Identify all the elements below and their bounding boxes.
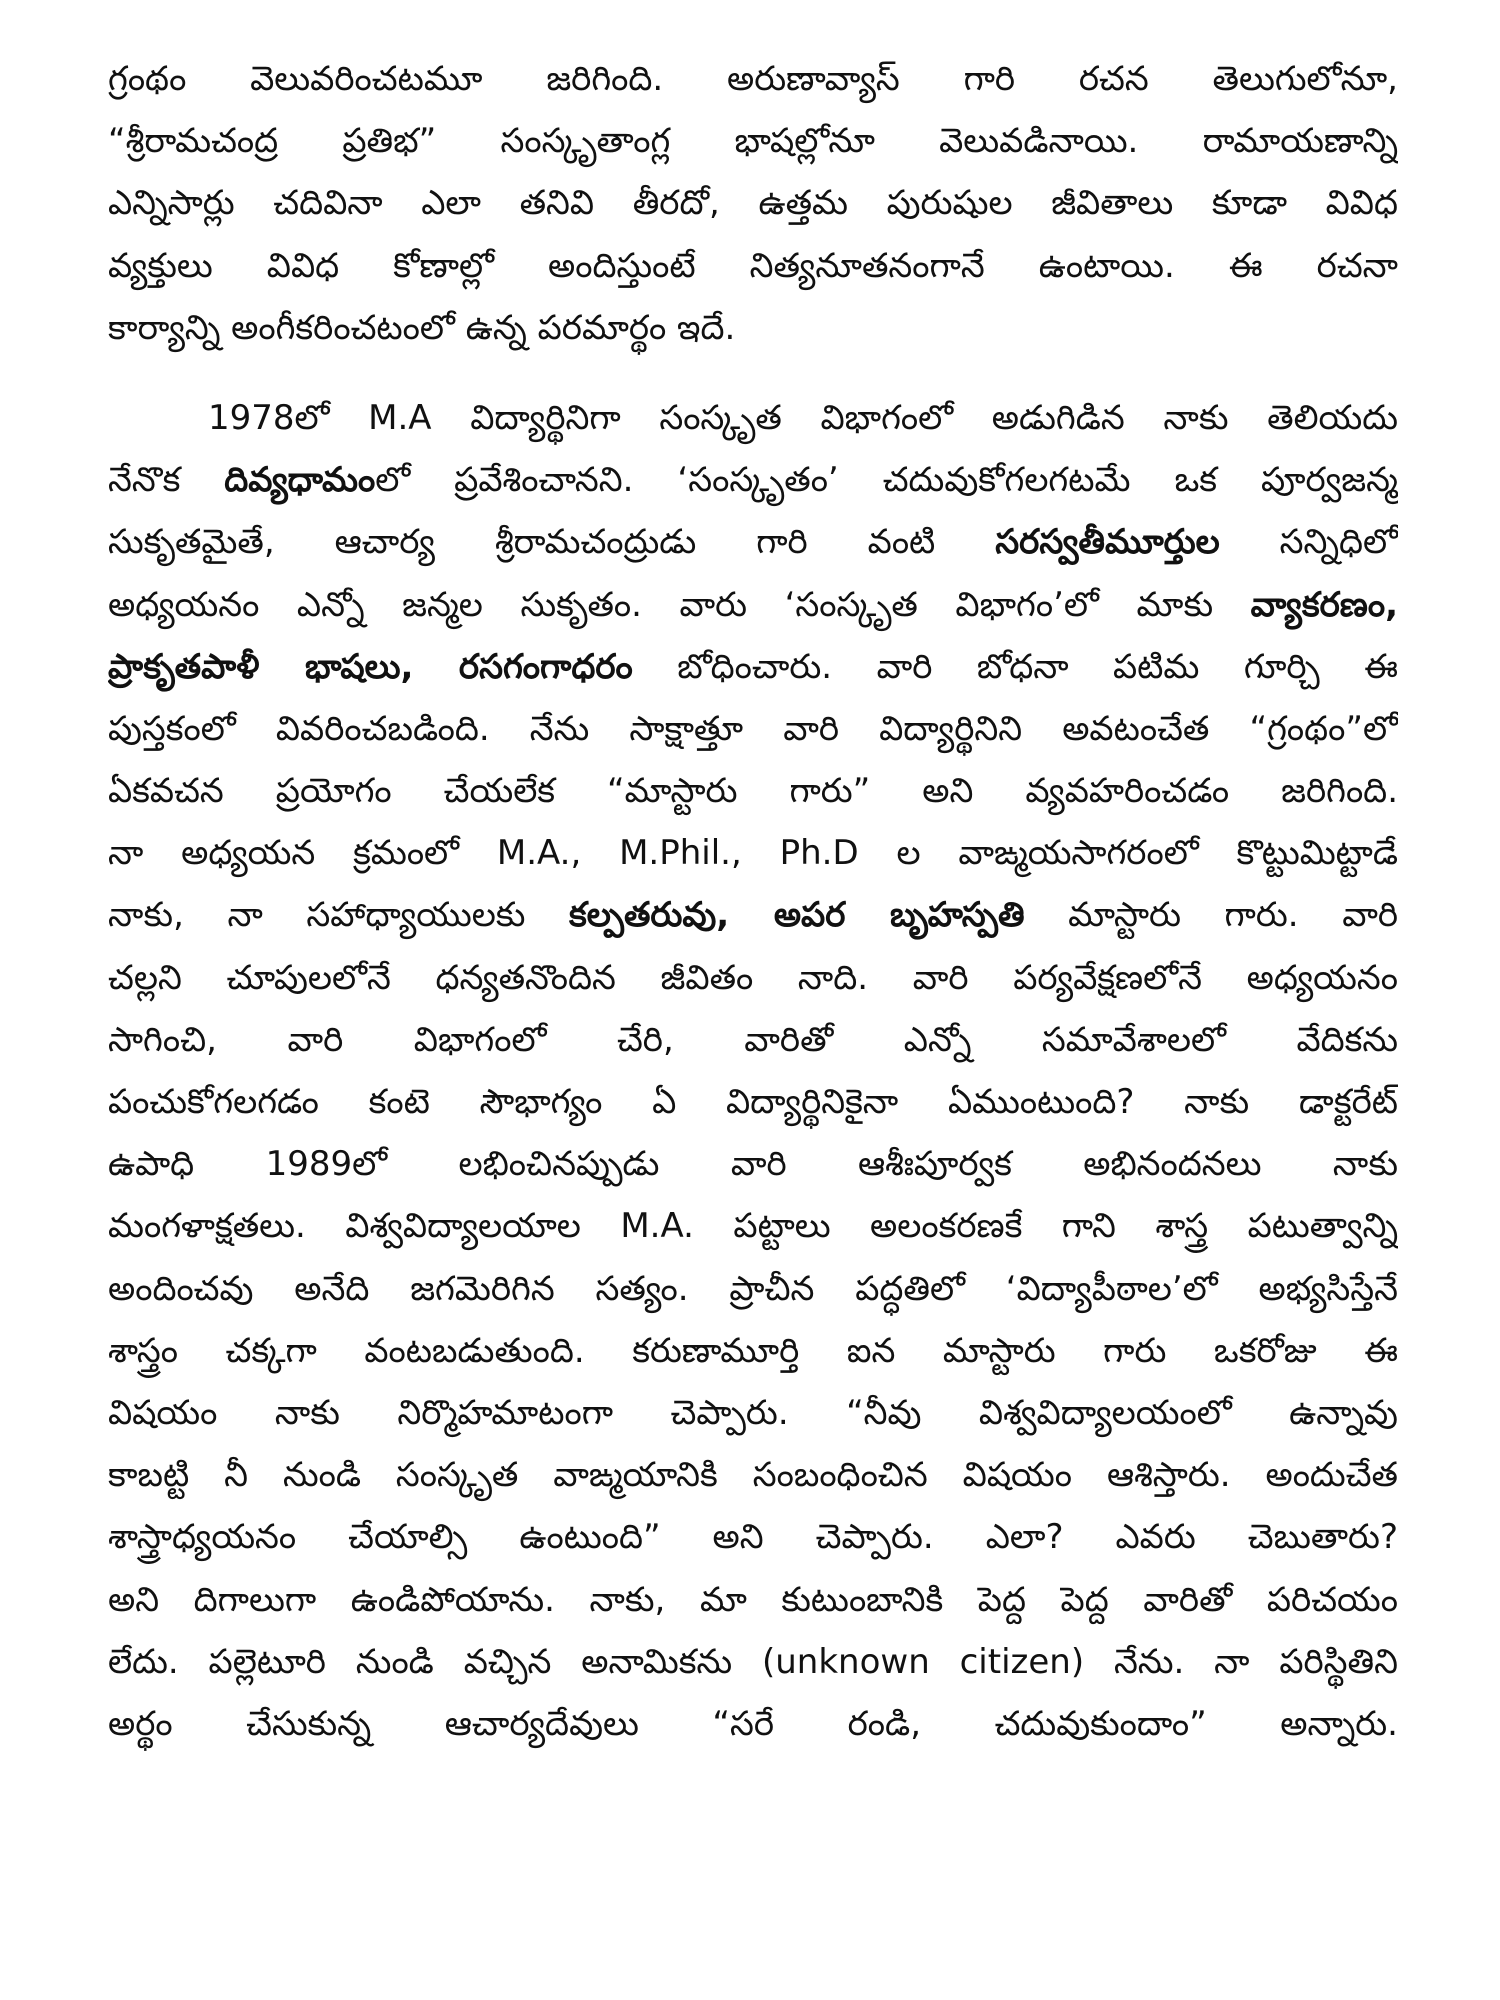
text-line: “శ్రీరామచంద్ర ప్రతిభ” సంస్కృతాంగ్ల భాషల్లోనూ వెలువడినాయి. రామాయణాన్ని xyxy=(108,121,1398,162)
text-line: కాబట్టి నీ నుండి సంస్కృత వాఙ్మయానికి సంబంధించిన విషయం ఆశిస్తారు. అందుచేత xyxy=(108,1455,1398,1496)
text-line: పంచుకోగలగడం కంటె సౌభాగ్యం ఏ విద్యార్థినికైనా ఏముంటుంది? నాకు డాక్టరేట్ xyxy=(108,1082,1398,1122)
text-line: అందించవు అనేది జగమెరిగిన సత్యం. ప్రాచీన పద్ధతిలో ‘విద్యాపీఠాల’లో అభ్యసిస్తేనే xyxy=(108,1268,1398,1309)
bold-term: ప్రాకృతపాళీ భాషలు, రసగంగాధరం xyxy=(108,646,633,687)
document-page xyxy=(108,48,1398,1968)
bold-term: దివ్యధామం xyxy=(224,460,376,501)
text-line: ఏకవచన ప్రయోగం చేయలేక “మాస్టారు గారు” అని వ్యవహరించడం జరిగింది. xyxy=(108,771,1398,812)
text-line: ఉపాధి 1989లో లభించినప్పుడు వారి ఆశీఃపూర్వక అభినందనలు నాకు xyxy=(108,1144,1398,1185)
bold-term: సరస్వతీమూర్తుల xyxy=(995,522,1220,563)
paragraph-1 xyxy=(108,48,1398,359)
text-line: ప్రాకృతపాళీ భాషలు, రసగంగాధరం బోధించారు. వారి బోధనా పటిమ గూర్చి ఈ xyxy=(108,646,1398,687)
paragraph-gap xyxy=(108,359,1398,387)
text-line: అర్థం చేసుకున్న ఆచార్యదేవులు “సరే రండి, చదువుకుందాం” అన్నారు. xyxy=(108,1703,1398,1744)
text-line: లేదు. పల్లెటూరి నుండి వచ్చిన అనామికను (unknown citizen) నేను. నా పరిస్థితిని xyxy=(108,1641,1398,1682)
text-line: నేనొక దివ్యధామంలో ప్రవేశించానని. ‘సంస్కృతం’ చదువుకోగలగటమే ఒక పూర్వజన్మ xyxy=(108,460,1398,501)
text-line: కార్యాన్ని అంగీకరించటంలో ఉన్న పరమార్థం ఇదే. xyxy=(108,307,736,348)
text-line: సుకృతమైతే, ఆచార్య శ్రీరామచంద్రుడు గారి వంటి సరస్వతీమూర్తుల సన్నిధిలో xyxy=(108,522,1398,563)
text-line: శాస్త్రం చక్కగా వంటబడుతుంది. కరుణామూర్తి ఐన మాస్టారు గారు ఒకరోజు ఈ xyxy=(108,1330,1398,1371)
paragraph-2 xyxy=(108,387,1398,1817)
text-line: నాకు, నా సహాధ్యాయులకు కల్పతరువు, అపర బృహస్పతి మాస్టారు గారు. వారి xyxy=(108,895,1398,936)
text-line: నా అధ్యయన క్రమంలో M.A., M.Phil., Ph.D ల వాఙ్మయసాగరంలో కొట్టుమిట్టాడే xyxy=(108,833,1398,874)
text-line: 1978లో M.A విద్యార్థినిగా సంస్కృత విభాగంలో అడుగిడిన నాకు తెలియదు xyxy=(208,397,1398,438)
bold-term: కల్పతరువు, అపర బృహస్పతి xyxy=(569,895,1025,936)
text-line: అధ్యయనం ఎన్నో జన్మల సుకృతం. వారు ‘సంస్కృత విభాగం’లో మాకు వ్యాకరణం, xyxy=(108,584,1398,625)
text-line: పుస్తకంలో వివరించబడింది. నేను సాక్షాత్తూ వారి విద్యార్థినిని అవటంచేత “గ్రంథం”లో xyxy=(108,708,1398,749)
text-line: ఎన్నిసార్లు చదివినా ఎలా తనివి తీరదో, ఉత్తమ పురుషుల జీవితాలు కూడా వివిధ xyxy=(108,183,1398,224)
text-line: శాస్త్రాధ్యయనం చేయాల్సి ఉంటుంది” అని చెప్పారు. ఎలా? ఎవరు చెబుతారు? xyxy=(108,1517,1398,1558)
text-line: విషయం నాకు నిర్మొహమాటంగా చెప్పారు. “నీవు విశ్వవిద్యాలయంలో ఉన్నావు xyxy=(108,1392,1398,1433)
text-line: అని దిగాలుగా ఉండిపోయాను. నాకు, మా కుటుంబానికి పెద్ద పెద్ద వారితో పరిచయం xyxy=(108,1579,1398,1620)
text-line: సాగించి, వారి విభాగంలో చేరి, వారితో ఎన్నో సమావేశాలలో వేదికను xyxy=(108,1019,1398,1060)
text-line xyxy=(108,1755,1398,1817)
text-line: వ్యక్తులు వివిధ కోణాల్లో అందిస్తుంటే నిత్యనూతనంగానే ఉంటాయి. ఈ రచనా xyxy=(108,245,1398,286)
text-line: గ్రంథం వెలువరించటమూ జరిగింది. అరుణావ్యాస్ గారి రచన తెలుగులోనూ, xyxy=(108,59,1398,99)
bold-term: వ్యాకరణం, xyxy=(1250,584,1398,625)
text-line: చల్లని చూపులలోనే ధన్యతనొందిన జీవితం నాది. వారి పర్యవేక్షణలోనే అధ్యయనం xyxy=(108,957,1398,998)
text-line: మంగళాక్షతలు. విశ్వవిద్యాలయాల M.A. పట్టాలు అలంకరణకే గాని శాస్త్ర పటుత్వాన్ని xyxy=(108,1206,1398,1247)
